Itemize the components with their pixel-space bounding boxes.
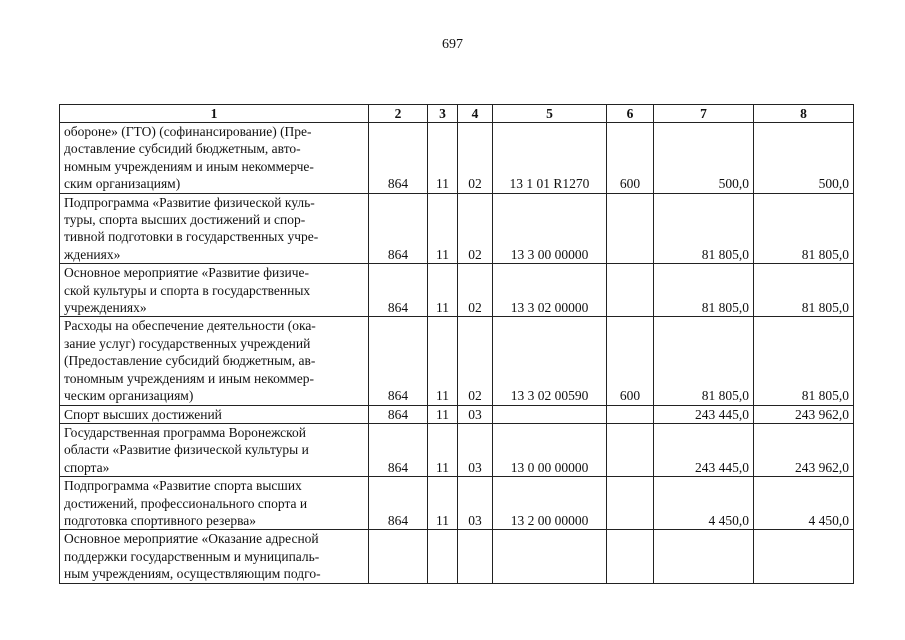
column-header-8: 8 bbox=[754, 105, 854, 123]
cell-subsection bbox=[458, 530, 493, 583]
cell-ministry: 864 bbox=[369, 423, 428, 476]
cell-amount-7: 243 445,0 bbox=[654, 423, 754, 476]
header-row bbox=[60, 105, 854, 123]
cell-section: 11 bbox=[428, 477, 458, 530]
cell-ministry: 864 bbox=[369, 477, 428, 530]
table-row bbox=[60, 264, 854, 317]
cell-expense-type bbox=[607, 423, 654, 476]
cell-target-article: 13 3 00 00000 bbox=[493, 193, 607, 264]
cell-section: 11 bbox=[428, 123, 458, 194]
cell-ministry: 864 bbox=[369, 123, 428, 194]
cell-expense-type bbox=[607, 477, 654, 530]
cell-section: 11 bbox=[428, 423, 458, 476]
cell-ministry: 864 bbox=[369, 317, 428, 405]
row-name: Спорт высших достижений bbox=[60, 405, 369, 423]
cell-expense-type bbox=[607, 264, 654, 317]
cell-amount-8: 81 805,0 bbox=[754, 264, 854, 317]
cell-expense-type bbox=[607, 405, 654, 423]
cell-target-article bbox=[493, 405, 607, 423]
column-header-7: 7 bbox=[654, 105, 754, 123]
cell-expense-type: 600 bbox=[607, 317, 654, 405]
cell-ministry: 864 bbox=[369, 405, 428, 423]
cell-target-article: 13 3 02 00590 bbox=[493, 317, 607, 405]
column-header-6: 6 bbox=[607, 105, 654, 123]
cell-amount-7: 500,0 bbox=[654, 123, 754, 194]
cell-amount-8: 4 450,0 bbox=[754, 477, 854, 530]
cell-expense-type bbox=[607, 530, 654, 583]
row-name: Основное мероприятие «Оказание адресной поддержки государственным и муниципаль- ным учреждениям, осуществляющим подго- bbox=[60, 530, 369, 583]
row-name: Подпрограмма «Развитие физической куль- туры, спорта высших достижений и спор- тивной подготовки в государственных учре- ждениях» bbox=[60, 193, 369, 264]
row-name: Расходы на обеспечение деятельности (ока- зание услуг) государственных учреждений (Предоставление субсидий бюджетным, ав- тономным учреждениям и иным некоммер- ческим организациям) bbox=[60, 317, 369, 405]
cell-target-article: 13 3 02 00000 bbox=[493, 264, 607, 317]
cell-ministry: 864 bbox=[369, 193, 428, 264]
cell-amount-8: 81 805,0 bbox=[754, 193, 854, 264]
row-name: Основное мероприятие «Развитие физиче- ской культуры и спорта в государственных учреждениях» bbox=[60, 264, 369, 317]
cell-amount-7: 81 805,0 bbox=[654, 264, 754, 317]
cell-amount-7: 243 445,0 bbox=[654, 405, 754, 423]
cell-subsection: 03 bbox=[458, 423, 493, 476]
cell-target-article: 13 0 00 00000 bbox=[493, 423, 607, 476]
cell-target-article bbox=[493, 530, 607, 583]
cell-amount-8: 500,0 bbox=[754, 123, 854, 194]
row-name: обороне» (ГТО) (софинансирование) (Пре- доставление субсидий бюджетным, авто- номным учреждениям и иным некоммерче- ским организациям) bbox=[60, 123, 369, 194]
cell-ministry bbox=[369, 530, 428, 583]
cell-amount-7: 81 805,0 bbox=[654, 193, 754, 264]
budget-table bbox=[59, 104, 854, 584]
cell-section: 11 bbox=[428, 264, 458, 317]
page-number: 697 bbox=[442, 37, 463, 52]
column-header-2: 2 bbox=[369, 105, 428, 123]
table-row bbox=[60, 423, 854, 476]
cell-section bbox=[428, 530, 458, 583]
cell-target-article: 13 2 00 00000 bbox=[493, 477, 607, 530]
table-row bbox=[60, 123, 854, 194]
cell-subsection: 03 bbox=[458, 477, 493, 530]
cell-amount-7: 81 805,0 bbox=[654, 317, 754, 405]
table-row bbox=[60, 193, 854, 264]
column-header-5: 5 bbox=[493, 105, 607, 123]
cell-subsection: 03 bbox=[458, 405, 493, 423]
column-header-3: 3 bbox=[428, 105, 458, 123]
column-header-1: 1 bbox=[60, 105, 369, 123]
cell-target-article: 13 1 01 R1270 bbox=[493, 123, 607, 194]
row-name: Государственная программа Воронежской области «Развитие физической культуры и спорта» bbox=[60, 423, 369, 476]
table-row bbox=[60, 530, 854, 583]
table-row bbox=[60, 477, 854, 530]
cell-ministry: 864 bbox=[369, 264, 428, 317]
cell-subsection: 02 bbox=[458, 193, 493, 264]
cell-section: 11 bbox=[428, 193, 458, 264]
row-name: Подпрограмма «Развитие спорта высших достижений, профессионального спорта и подготовка спортивного резерва» bbox=[60, 477, 369, 530]
cell-amount-8: 81 805,0 bbox=[754, 317, 854, 405]
cell-section: 11 bbox=[428, 405, 458, 423]
cell-subsection: 02 bbox=[458, 264, 493, 317]
cell-subsection: 02 bbox=[458, 123, 493, 194]
cell-subsection: 02 bbox=[458, 317, 493, 405]
table-row bbox=[60, 317, 854, 405]
cell-amount-8 bbox=[754, 530, 854, 583]
cell-expense-type bbox=[607, 193, 654, 264]
cell-section: 11 bbox=[428, 317, 458, 405]
cell-amount-8: 243 962,0 bbox=[754, 405, 854, 423]
table-row bbox=[60, 405, 854, 423]
cell-amount-7: 4 450,0 bbox=[654, 477, 754, 530]
cell-amount-7 bbox=[654, 530, 754, 583]
cell-amount-8: 243 962,0 bbox=[754, 423, 854, 476]
column-header-4: 4 bbox=[458, 105, 493, 123]
cell-expense-type: 600 bbox=[607, 123, 654, 194]
